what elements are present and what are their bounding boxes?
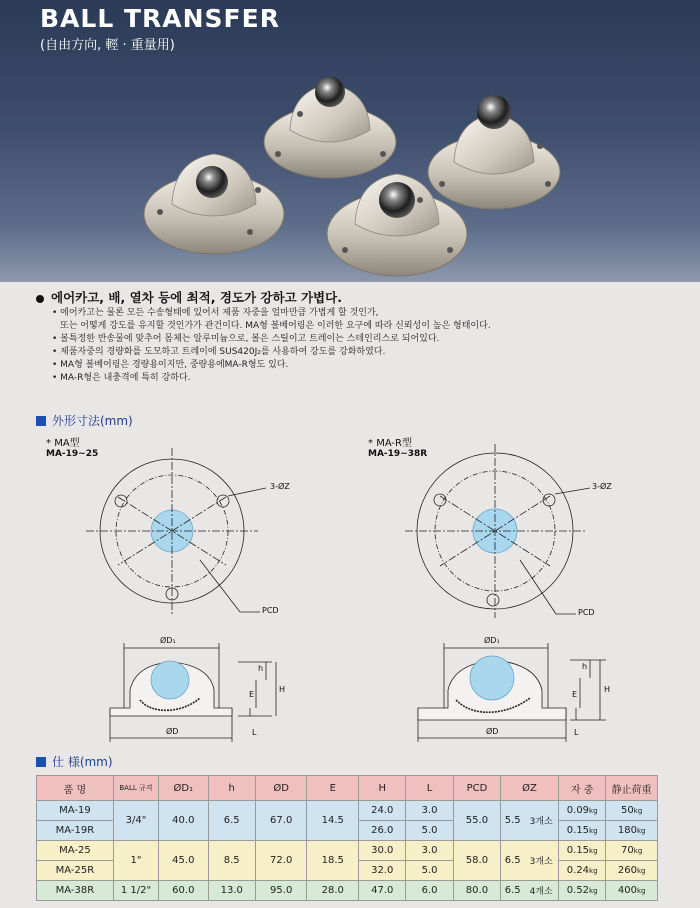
- page-subtitle: (自由方向, 輕 · 重量用): [40, 38, 175, 53]
- col-header: 품 명: [37, 776, 114, 801]
- right-pcd-label: PCD: [578, 608, 595, 617]
- cell-ball: 1 1/2": [113, 881, 158, 901]
- cell-L: 5.0: [406, 821, 453, 841]
- col-header: E: [307, 776, 359, 801]
- table-row: [37, 801, 658, 821]
- left-e-label: E: [249, 690, 255, 699]
- col-header: PCD: [453, 776, 500, 801]
- cell-d1: 40.0: [159, 801, 208, 841]
- cell-d1: 60.0: [159, 881, 208, 901]
- right-type-label: * MA-R型: [368, 438, 412, 449]
- right-d1-label: ØD₁: [484, 636, 500, 645]
- cell-weight: 0.15kg: [558, 841, 605, 861]
- cell-load: 400kg: [606, 881, 658, 901]
- left-pcd-label: PCD: [262, 606, 279, 615]
- bullet-line: • 볼특정한 반송물에 맞추어 몸체는 알루미늄으로, 볼은 스틸이고 트레이는 스테인리스로 되어있다.: [52, 334, 440, 344]
- cell-z-count: 3개소: [524, 841, 558, 881]
- product-photo-1: [264, 77, 396, 178]
- cell-H: 24.0: [359, 801, 406, 821]
- col-header: L: [406, 776, 453, 801]
- cell-pcd: 80.0: [453, 881, 500, 901]
- left-type-label: * MA型: [46, 438, 80, 449]
- cell-weight: 0.52kg: [558, 881, 605, 901]
- left-L-label: L: [252, 728, 257, 737]
- left-d1-label: ØD₁: [160, 636, 176, 645]
- cell-d1: 45.0: [159, 841, 208, 881]
- cell-name: MA-38R: [37, 881, 114, 901]
- cell-ball: 3/4": [113, 801, 158, 841]
- cell-L: 3.0: [406, 801, 453, 821]
- product-photo-2: [428, 95, 560, 209]
- col-header: ØZ: [501, 776, 559, 801]
- product-photo-3: [144, 154, 284, 254]
- cell-z-count: 4개소: [524, 881, 558, 901]
- cell-H: 26.0: [359, 821, 406, 841]
- section-square-icon: [36, 757, 46, 767]
- col-header: 자 중: [558, 776, 605, 801]
- table-row: [37, 881, 658, 901]
- right-h-label: h: [582, 662, 588, 671]
- right-model-label: MA-19~38R: [368, 449, 428, 459]
- cell-name: MA-19R: [37, 821, 114, 841]
- bullet-line: 또는 어떻게 강도를 유지할 것인가가 관건이다. MA형 볼베어링은 이러한 요구에 따라 신뢰성이 높은 형태이다.: [60, 321, 491, 331]
- feature-headline: 에어카고, 배, 열차 등에 최적, 경도가 강하고 가볍다.: [36, 288, 342, 306]
- cell-z-count: 3개소: [524, 801, 558, 841]
- cell-weight: 0.09kg: [558, 801, 605, 821]
- table-row: [37, 841, 658, 861]
- cell-name: MA-25: [37, 841, 114, 861]
- cell-L: 6.0: [406, 881, 453, 901]
- left-H-label: H: [279, 685, 286, 694]
- cell-load: 180kg: [606, 821, 658, 841]
- cell-h: 13.0: [208, 881, 255, 901]
- left-d-label: ØD: [166, 727, 179, 736]
- cell-d: 67.0: [255, 801, 307, 841]
- bullet-line: • 에어카고는 물론 모든 수송형태에 있어서 제품 자중을 얼마만큼 가볍게 할 것인가,: [52, 308, 379, 318]
- col-header: 静止荷重: [606, 776, 658, 801]
- right-L-label: L: [574, 728, 579, 737]
- spec-table: [36, 775, 658, 901]
- col-header: ØD₁: [159, 776, 208, 801]
- cell-name: MA-25R: [37, 861, 114, 881]
- cell-e: 14.5: [307, 801, 359, 841]
- col-header: h: [208, 776, 255, 801]
- cell-load: 50kg: [606, 801, 658, 821]
- cell-h: 8.5: [208, 841, 255, 881]
- cell-z: 5.5: [501, 801, 525, 841]
- cell-weight: 0.15kg: [558, 821, 605, 841]
- cell-pcd: 58.0: [453, 841, 500, 881]
- cell-L: 3.0: [406, 841, 453, 861]
- right-e-label: E: [572, 690, 578, 699]
- cell-z: 6.5: [501, 881, 525, 901]
- cell-e: 18.5: [307, 841, 359, 881]
- cell-e: 28.0: [307, 881, 359, 901]
- col-header: H: [359, 776, 406, 801]
- product-photos: [0, 50, 700, 282]
- left-hole-label: 3-ØZ: [270, 482, 290, 491]
- cell-pcd: 55.0: [453, 801, 500, 841]
- cell-L: 5.0: [406, 861, 453, 881]
- dimensions-section-title: 外形寸法(mm): [36, 412, 133, 429]
- feature-bullets: [52, 307, 491, 385]
- bullet-line: • MA-R형은 내충격에 특히 강하다.: [52, 373, 191, 383]
- cell-H: 47.0: [359, 881, 406, 901]
- right-d-label: ØD: [486, 727, 499, 736]
- page-title: BALL TRANSFER: [40, 4, 280, 33]
- cell-load: 70kg: [606, 841, 658, 861]
- cell-H: 30.0: [359, 841, 406, 861]
- cell-name: MA-19: [37, 801, 114, 821]
- specs-section-title: 仕 様(mm): [36, 753, 113, 770]
- cell-H: 32.0: [359, 861, 406, 881]
- col-header: BALL 규격: [113, 776, 158, 801]
- left-top-view: [86, 448, 266, 614]
- cell-h: 6.5: [208, 801, 255, 841]
- cell-load: 260kg: [606, 861, 658, 881]
- spec-header-row: [37, 776, 658, 801]
- bullet-dot-icon: [36, 295, 44, 303]
- section-square-icon: [36, 416, 46, 426]
- bullet-line: • MA형 볼베어링은 경량용이지만, 중량용에MA-R형도 있다.: [52, 360, 289, 370]
- left-h-label: h: [258, 664, 264, 673]
- left-model-label: MA-19~25: [46, 449, 99, 459]
- cell-ball: 1": [113, 841, 158, 881]
- bullet-line: • 제품자중의 경량화를 도모하고 트레이에 SUS420J₂를 사용하여 강도를 강화하였다.: [52, 347, 386, 357]
- right-top-view: [405, 444, 590, 618]
- cell-d: 95.0: [255, 881, 307, 901]
- right-H-label: H: [604, 685, 611, 694]
- cell-weight: 0.24kg: [558, 861, 605, 881]
- col-header: ØD: [255, 776, 307, 801]
- cell-z: 6.5: [501, 841, 525, 881]
- cell-d: 72.0: [255, 841, 307, 881]
- right-hole-label: 3-ØZ: [592, 482, 612, 491]
